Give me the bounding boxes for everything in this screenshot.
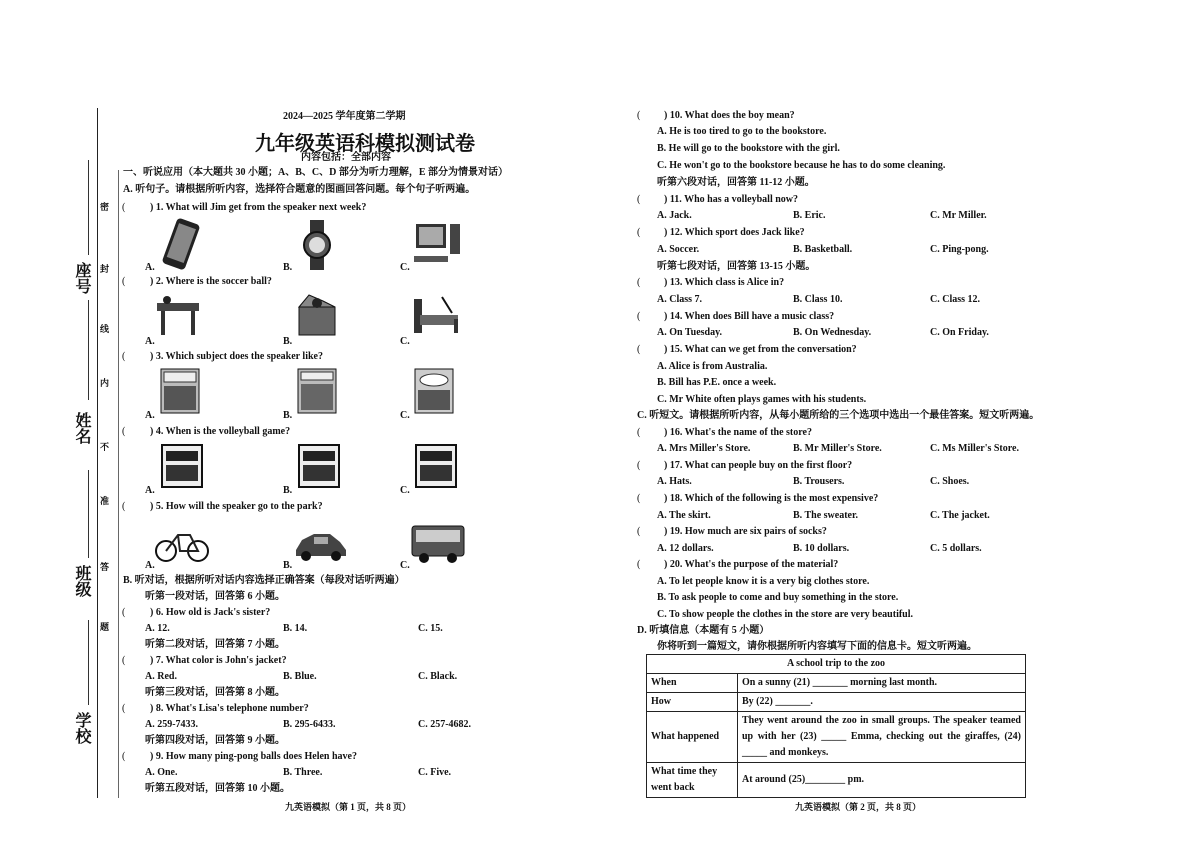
option-label: C. (400, 560, 410, 571)
binding-line-inner (118, 170, 119, 798)
option-c: C. Shoes. (930, 476, 970, 487)
watch-icon (300, 220, 334, 270)
option-c: C. He won't go to the bookstore because he has to do some cleaning. (657, 160, 946, 171)
option-b: B. Eric. (793, 210, 826, 221)
partD-heading: D. 听填信息（本题有 5 小题） (637, 625, 770, 636)
info-key: What time they went back (647, 763, 738, 798)
bed-icon (412, 293, 462, 337)
dialogue-intro: 听第二段对话，回答第 7 小题。 (145, 639, 285, 650)
answer-paren: ( (637, 194, 641, 205)
school-year: 2024—2025 学年度第二学期 (283, 111, 406, 122)
partC-heading: C. 听短文。请根据所听内容，从每小题所给的三个选项中选出一个最佳答案。短文听两遍。 (637, 410, 1040, 421)
answer-paren: ( (637, 526, 641, 537)
name-line (88, 300, 89, 400)
calendar-icon (160, 443, 204, 489)
option-b: B. 10 dollars. (793, 543, 850, 554)
answer-paren: ( (637, 559, 641, 570)
question-8: ) 8. What's Lisa's telephone number? (150, 703, 309, 714)
answer-paren: ( (637, 227, 641, 238)
info-key: When (647, 674, 738, 693)
dialogue-intro: 听第三段对话，回答第 8 小题。 (145, 687, 285, 698)
option-a: A. 12. (145, 623, 170, 634)
answer-paren: ( (637, 493, 641, 504)
option-a: A. 259-7433. (145, 719, 199, 730)
car-icon (292, 528, 348, 562)
option-label: A. (145, 262, 155, 273)
seat-label: 座号 (73, 262, 90, 294)
answer-paren: ( (637, 277, 641, 288)
option-label: C. (400, 336, 410, 347)
option-b: B. Class 10. (793, 294, 843, 305)
option-label: C. (400, 485, 410, 496)
option-c: C. The jacket. (930, 510, 990, 521)
footer-right: 九英语模拟（第 2 页，共 8 页） (795, 802, 922, 812)
option-label: B. (283, 560, 293, 571)
info-card-table (646, 654, 1026, 798)
answer-paren: ( (122, 751, 126, 762)
option-a: A. Alice is from Australia. (657, 361, 768, 372)
question-5: ) 5. How will the speaker go to the park? (150, 501, 323, 512)
desk-icon (155, 295, 201, 337)
info-key: How (647, 693, 738, 712)
class-line (88, 470, 89, 558)
info-value: By (22) _______. (738, 693, 1026, 712)
question-14: ) 14. When does Bill have a music class? (664, 311, 835, 322)
binding-char: 封 (100, 264, 110, 274)
dialogue-intro: 听第一段对话，回答第 6 小题。 (145, 591, 285, 602)
option-c: C. Mr Miller. (930, 210, 987, 221)
option-a: A. One. (145, 767, 178, 778)
binding-char: 答 (100, 562, 110, 572)
option-b: B. Three. (283, 767, 323, 778)
computer-icon (412, 222, 464, 266)
binding-char: 准 (100, 496, 110, 506)
book-cover-icon (160, 368, 200, 414)
partD-instruction: 你将听到一篇短文，请你根据所听内容填写下面的信息卡。短文听两遍。 (657, 641, 977, 652)
option-b: B. Bill has P.E. once a week. (657, 377, 777, 388)
option-a: A. Soccer. (657, 244, 700, 255)
section1-heading: 一、听说应用（本大题共 30 小题；A、B、C、D 部分为听力理解，E 部分为情景对话） (123, 167, 509, 178)
footer-left: 九英语模拟（第 1 页，共 8 页） (285, 802, 412, 812)
scope-line: 内容包括：全部内容 (301, 152, 391, 163)
option-label: B. (283, 410, 293, 421)
option-b: B. To ask people to come and buy something in the store. (657, 592, 899, 603)
question-2: ) 2. Where is the soccer ball? (150, 276, 272, 287)
question-15: ) 15. What can we get from the conversation? (664, 344, 857, 355)
answer-paren: ( (122, 426, 126, 437)
school-line (88, 620, 89, 705)
option-label: A. (145, 485, 155, 496)
option-label: C. (400, 262, 410, 273)
option-label: B. (283, 485, 293, 496)
question-19: ) 19. How much are six pairs of socks? (664, 526, 827, 537)
answer-paren: ( (637, 110, 641, 121)
binding-char: 密 (100, 202, 110, 212)
tablet-icon (157, 218, 205, 270)
option-c: C. Class 12. (930, 294, 981, 305)
calendar-icon (297, 443, 341, 489)
option-c: C. On Friday. (930, 327, 989, 338)
question-1: ) 1. What will Jim get from the speaker next week? (150, 202, 367, 213)
option-b: B. 14. (283, 623, 308, 634)
question-7: ) 7. What color is John's jacket? (150, 655, 287, 666)
question-20: ) 20. What's the purpose of the material? (664, 559, 839, 570)
option-label: C. (400, 410, 410, 421)
bicycle-icon (154, 525, 210, 565)
page-title: 九年级英语科模拟测试卷 (255, 131, 475, 155)
question-3: ) 3. Which subject does the speaker like? (150, 351, 323, 362)
option-a: A. The skirt. (657, 510, 711, 521)
option-a: A. To let people know it is a very big clothes store. (657, 576, 870, 587)
answer-paren: ( (122, 501, 126, 512)
option-b: B. On Wednesday. (793, 327, 872, 338)
option-c: C. 15. (418, 623, 443, 634)
option-label: B. (283, 262, 293, 273)
dialogue-intro: 听第七段对话，回答第 13-15 小题。 (657, 261, 816, 272)
answer-paren: ( (122, 276, 126, 287)
binding-char: 内 (100, 378, 110, 388)
option-c: C. 257-4682. (418, 719, 472, 730)
name-label: 姓名 (73, 412, 90, 444)
option-a: A. Jack. (657, 210, 692, 221)
info-value: On a sunny (21) _______ morning last month. (738, 674, 1026, 693)
partB-heading: B. 听对话，根据所听对话内容选择正确答案（每段对话听两遍） (123, 575, 405, 586)
answer-paren: ( (122, 703, 126, 714)
question-11: ) 11. Who has a volleyball now? (664, 194, 799, 205)
question-13: ) 13. Which class is Alice in? (664, 277, 785, 288)
answer-paren: ( (637, 427, 641, 438)
option-a: A. He is too tired to go to the bookstore. (657, 126, 827, 137)
info-value: They went around the zoo in small groups. The speaker teamed up with her (23) _____ Emma, checking out the giraffes, (24) _____ and monkeys. (738, 712, 1026, 763)
answer-paren: ( (122, 655, 126, 666)
info-key: What happened (647, 712, 738, 763)
question-17: ) 17. What can people buy on the first floor? (664, 460, 853, 471)
partA-instruction: A. 听句子。请根据所听内容，选择符合题意的图画回答问题。每个句子听两遍。 (123, 184, 476, 195)
option-b: B. The sweater. (793, 510, 858, 521)
option-b: B. Trousers. (793, 476, 845, 487)
option-c: C. Ping-pong. (930, 244, 989, 255)
book-cover-icon (414, 368, 454, 414)
option-c: C. Black. (418, 671, 458, 682)
option-b: B. Mr Miller's Store. (793, 443, 882, 454)
option-label: B. (283, 336, 293, 347)
info-card-title: A school trip to the zoo (647, 655, 1026, 674)
dialogue-intro: 听第六段对话，回答第 11-12 小题。 (657, 177, 815, 188)
question-16: ) 16. What's the name of the store? (664, 427, 812, 438)
class-label: 班级 (73, 565, 90, 597)
option-c: C. To show people the clothes in the store are very beautiful. (657, 609, 914, 620)
question-9: ) 9. How many ping-pong balls does Helen have? (150, 751, 357, 762)
option-a: A. Class 7. (657, 294, 703, 305)
box-icon (295, 293, 341, 337)
option-a: A. Mrs Miller's Store. (657, 443, 751, 454)
binding-char: 不 (100, 442, 110, 452)
binding-line (97, 108, 98, 798)
calendar-icon (414, 443, 458, 489)
question-12: ) 12. Which sport does Jack like? (664, 227, 805, 238)
answer-paren: ( (637, 344, 641, 355)
dialogue-intro: 听第五段对话，回答第 10 小题。 (145, 783, 290, 794)
seat-line (88, 160, 89, 255)
option-label: A. (145, 410, 155, 421)
dialogue-intro: 听第四段对话，回答第 9 小题。 (145, 735, 285, 746)
question-18: ) 18. Which of the following is the most expensive? (664, 493, 879, 504)
option-label: A. (145, 560, 155, 571)
option-b: B. Basketball. (793, 244, 853, 255)
question-10: ) 10. What does the boy mean? (664, 110, 795, 121)
option-c: C. 5 dollars. (930, 543, 982, 554)
answer-paren: ( (122, 202, 126, 213)
school-label: 学校 (73, 712, 90, 744)
answer-paren: ( (122, 351, 126, 362)
option-b: B. He will go to the bookstore with the girl. (657, 143, 840, 154)
option-label: A. (145, 336, 155, 347)
option-c: C. Mr White often plays games with his students. (657, 394, 867, 405)
option-b: B. 295-6433. (283, 719, 336, 730)
option-a: A. 12 dollars. (657, 543, 714, 554)
option-c: C. Five. (418, 767, 452, 778)
bus-icon (410, 522, 466, 564)
info-value: At around (25)________ pm. (738, 763, 1026, 798)
answer-paren: ( (122, 607, 126, 618)
answer-paren: ( (637, 460, 641, 471)
binding-char: 题 (100, 622, 110, 632)
book-cover-icon (297, 368, 337, 414)
option-c: C. Ms Miller's Store. (930, 443, 1019, 454)
binding-char: 线 (100, 324, 110, 334)
option-a: A. Hats. (657, 476, 692, 487)
question-6: ) 6. How old is Jack's sister? (150, 607, 271, 618)
option-b: B. Blue. (283, 671, 317, 682)
answer-paren: ( (637, 311, 641, 322)
question-4: ) 4. When is the volleyball game? (150, 426, 291, 437)
option-a: A. On Tuesday. (657, 327, 723, 338)
option-a: A. Red. (145, 671, 177, 682)
